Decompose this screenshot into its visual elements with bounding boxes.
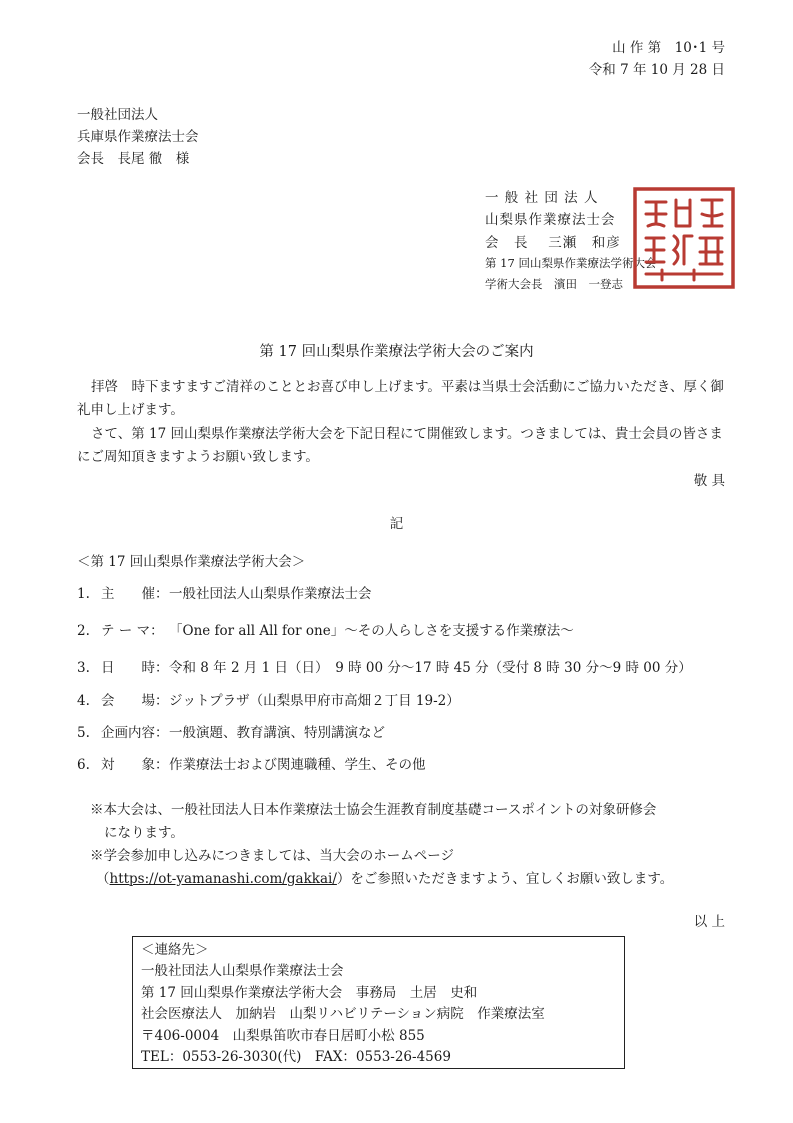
list-item — [77, 582, 372, 602]
item-value: ジットプラザ（山梨県甲府市高畑２丁目 19-2） — [169, 693, 460, 709]
list-item — [77, 689, 460, 709]
contact-line: 社会医療法人 加納岩 山梨リハビリテーション病院 作業療法室 — [141, 1006, 545, 1023]
conference-homepage-link[interactable]: https://ot-yamanashi.com/gakkai/ — [109, 871, 337, 887]
item-label: 企画内容： — [101, 725, 169, 741]
note-1-line-2: になります。 — [104, 825, 184, 841]
sender-org-type: 一 般 社 団 法 人 — [485, 190, 599, 206]
item-value: 作業療法士および関連職種、学生、その他 — [169, 757, 426, 773]
sender-conference-head: 学術大会長 濱田 一登志 — [485, 277, 623, 291]
item-number: 5. — [77, 725, 90, 741]
contact-line: 第 17 回山梨県作業療法学術大会 事務局 土居 史和 — [141, 984, 478, 1001]
recipient-person: 会長 長尾 徹 様 — [77, 151, 190, 167]
sender-conference: 第 17 回山梨県作業療法学術大会 — [485, 256, 657, 270]
item-value: 一般演題、教育講演、特別講演など — [169, 725, 385, 741]
list-item — [77, 721, 385, 741]
item-number: 4. — [77, 693, 90, 709]
item-value: 「One for all All for one」～その人らしさを支援する作業療法～ — [169, 623, 574, 639]
contact-address: 〒406-0004 山梨県笛吹市春日居町小松 855 — [141, 1027, 425, 1044]
body-paragraph-1: 拝啓 時下ますますご清祥のこととお喜び申し上げます。平素は当県士会活動にご協力いただき、厚く御礼申し上げます。 — [77, 379, 724, 418]
document-number: 山 作 第 10･1 号 — [612, 40, 725, 56]
body-paragraph-2: さて、第 17 回山梨県作業療法学術大会を下記日程にて開催致します。つきましては、貴士会員の皆さまにご周知頂きますようお願い致します。 — [77, 426, 723, 465]
item-value: 令和 8 年 2 月 1 日（日） 9 時 00 分～17 時 45 分（受付 8 時 30 分～9 時 00 分） — [169, 660, 692, 676]
note-2-line-2 — [90, 868, 730, 891]
item-label: 会 場： — [101, 693, 169, 709]
note-2-rest: ）をご参照いただきますよう、宜しくお願い致します。 — [336, 871, 674, 887]
item-number: 6. — [77, 757, 90, 773]
item-number: 1. — [77, 586, 90, 602]
recipient-org-type: 一般社団法人 — [77, 107, 158, 123]
closing-keigu: 敬 具 — [693, 473, 725, 489]
item-label: 日 時： — [101, 660, 169, 676]
list-item — [77, 753, 426, 773]
end-mark: 以 上 — [693, 914, 725, 930]
note-1-line-1: ※本大会は、一般社団法人日本作業療法士協会生涯教育制度基礎コースポイントの対象研修会 — [90, 802, 657, 818]
item-label: テ ー マ： — [101, 623, 164, 639]
item-label: 対 象： — [101, 757, 169, 773]
sender-org-name: 山梨県作業療法士会 — [485, 212, 616, 228]
recipient-org-name: 兵庫県作業療法士会 — [77, 129, 199, 145]
item-value: 一般社団法人山梨県作業療法士会 — [169, 586, 372, 602]
notes-block — [90, 799, 730, 891]
contact-phone-fax: TEL：0553-26-3030(代) FAX：0553-26-4569 — [141, 1049, 451, 1066]
note-paren: （ — [96, 871, 110, 887]
official-seal-icon — [632, 186, 736, 290]
list-item — [77, 656, 692, 676]
page-title: 第 17 回山梨県作業療法学術大会のご案内 — [259, 344, 534, 360]
section-header: ＜第 17 回山梨県作業療法学術大会＞ — [77, 554, 306, 570]
contact-line: 一般社団法人山梨県作業療法士会 — [141, 963, 344, 980]
item-label: 主 催： — [101, 586, 169, 602]
note-2-line-1: ※学会参加申し込みにつきましては、当大会のホームページ — [90, 848, 454, 864]
contact-heading: ＜連絡先＞ — [141, 942, 209, 958]
ki-marker: 記 — [389, 516, 404, 532]
document-date: 令和 7 年 10 月 28 日 — [588, 62, 725, 78]
sender-president: 会 長 三瀬 和彦 — [485, 235, 621, 251]
contact-box — [132, 936, 625, 1069]
item-number: 3. — [77, 660, 90, 676]
list-item — [77, 619, 574, 639]
item-number: 2. — [77, 623, 90, 639]
